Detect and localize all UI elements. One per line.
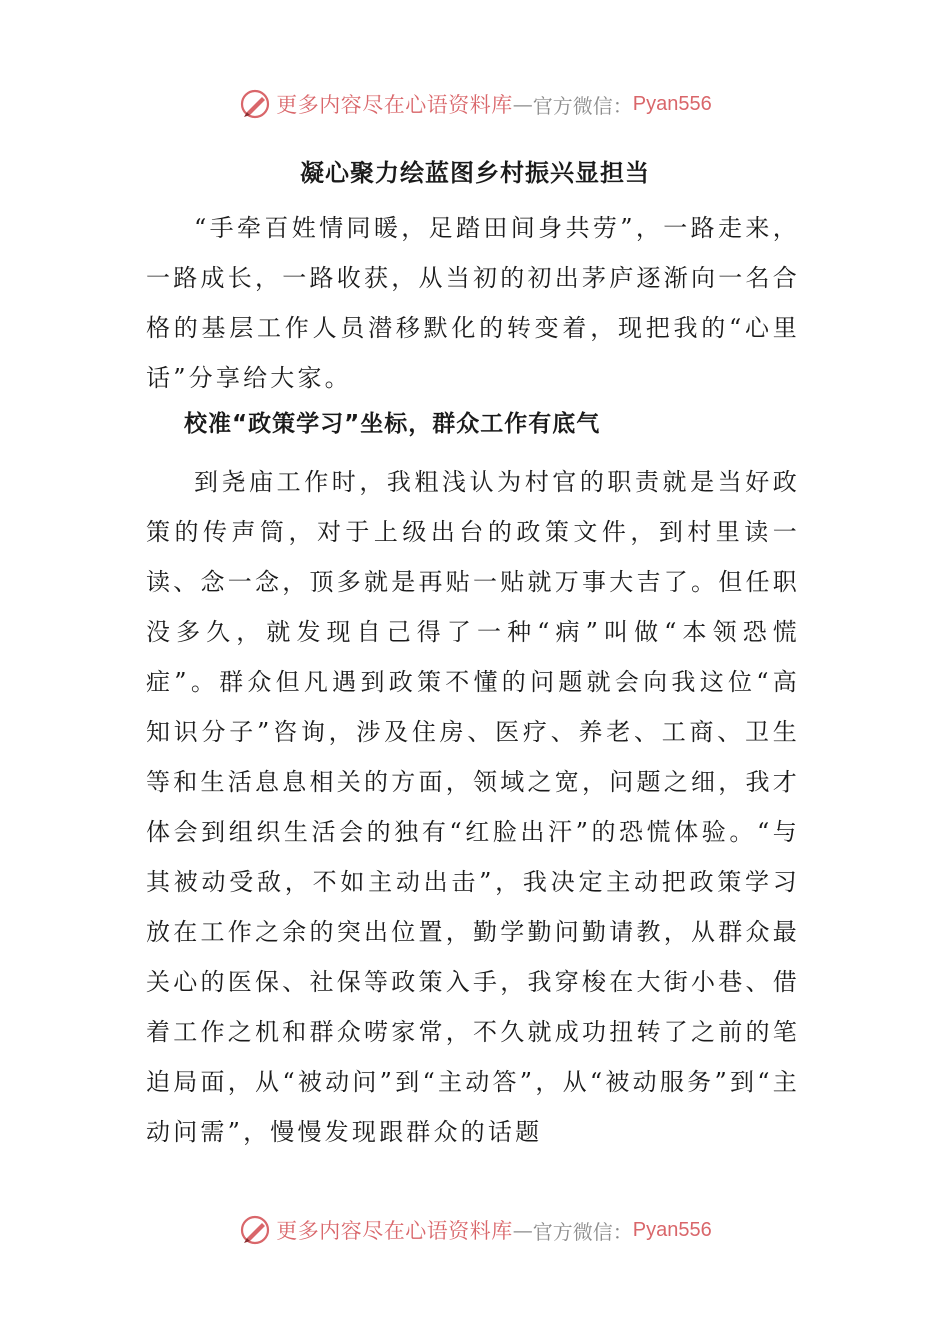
banner-site-text: 更多内容尽在心语资料库 [276,1219,513,1243]
section-heading: 校准“政策学习”坐标，群众工作有底气 [184,411,601,437]
banner-dash: — [512,1218,533,1242]
footer-banner [0,1210,950,1250]
banner-wechat-label: 官方微信： [532,1219,633,1244]
banner-dash: — [512,92,533,116]
banner-wechat-id: Pyan556 [632,92,712,115]
banner-wechat-label: 官方微信： [532,93,633,118]
section-paragraph: 到尧庙工作时，我粗浅认为村官的职责就是当好政策的传声筒，对于上级出台的政策文件，到村里读一读、念一念，顶多就是再贴一贴就万事大吉了。但任职没多久，就发现自己得了一种“病”叫做“本领恐慌症”。群众但凡遇到政策不懂的问题就会向我这位“高知识分子”咨询，涉及住房、医疗、养老、工商、卫生等和生活息息相关的方面，领域之宽，问题之细，我才体会到组织生活会的独有“红脸出汗”的恐慌体验。“与其被动受敌，不如主动出击”，我决定主动把政策学习放在工作之余的突出位置，勤学勤问勤请教，从群众最关心的医保、社保等政策入手，我穿梭在大街小巷、借着工作之机和群众唠家常，不久就成功扭转了之前的笔迫局面，从“被动问”到“主动答”，从“被动服务”到“主动问需”，慢慢发现跟群众的话题 [146,468,800,1146]
pen-logo-icon [238,87,272,121]
intro-paragraph: “手牵百姓情同暖，足踏田间身共劳”，一路走来，一路成长，一路收获，从当初的初出茅庐逐渐向一名合格的基层工作人员潜移默化的转变着，现把我的“心里话”分享给大家。 [146,214,800,392]
banner-wechat-id: Pyan556 [632,1218,712,1241]
pen-logo-icon [238,1213,272,1247]
banner-site-text: 更多内容尽在心语资料库 [276,93,513,117]
document-title: 凝心聚力绘蓝图乡村振兴显担当 [300,159,650,187]
header-banner [0,84,950,124]
